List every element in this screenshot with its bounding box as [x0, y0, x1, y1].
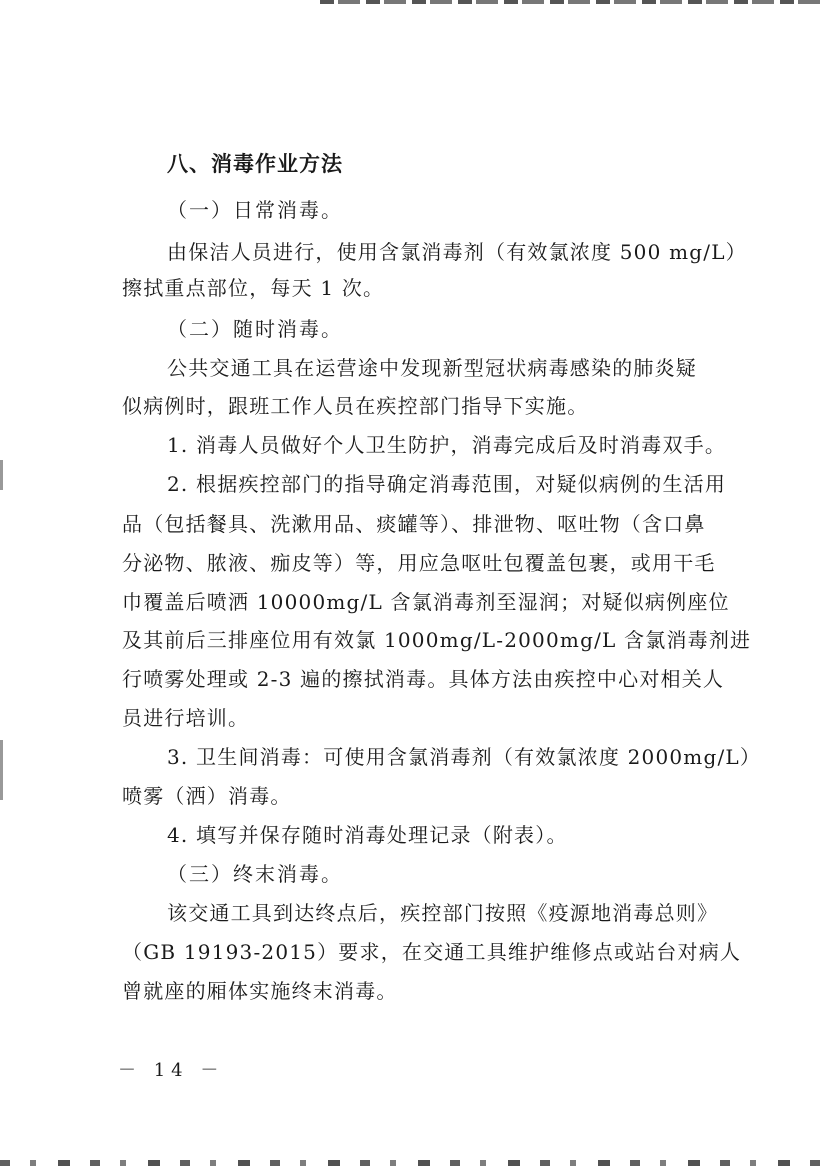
section-heading: 八、消毒作业方法 [167, 151, 343, 176]
subsection-heading-daily: （一）日常消毒。 [167, 198, 343, 222]
subsection-heading-anytime: （二）随时消毒。 [167, 317, 343, 341]
paragraph-line: 该交通工具到达终点后，疾控部门按照《疫源地消毒总则》 [167, 901, 719, 925]
page-number: － 14 － [118, 1060, 225, 1081]
paragraph-line: 及其前后三排座位用有效氯 1000mg/L-2000mg/L 含氯消毒剂进 [122, 628, 752, 652]
paragraph-line: 似病例时，跟班工作人员在疾控部门指导下实施。 [122, 394, 589, 418]
paragraph-line: 擦拭重点部位，每天 1 次。 [122, 276, 385, 300]
paragraph-line: 品（包括餐具、洗漱用品、痰罐等）、排泄物、呕吐物（含口鼻 [122, 512, 706, 536]
list-item-3: 3. 卫生间消毒：可使用含氯消毒剂（有效氯浓度 2000mg/L） [167, 745, 762, 769]
paragraph-line: 行喷雾处理或 2-3 遍的擦拭消毒。具体方法由疾控中心对相关人 [122, 667, 725, 691]
scan-edge-mark [0, 460, 3, 490]
paragraph-line: 由保洁人员进行，使用含氯消毒剂（有效氯浓度 500 mg/L） [167, 240, 747, 264]
list-item-4: 4. 填写并保存随时消毒处理记录（附表）。 [167, 823, 568, 847]
paragraph-line: 员进行培训。 [122, 706, 250, 730]
paragraph-line: 喷雾（洒）消毒。 [122, 784, 292, 808]
scan-edge-mark [0, 740, 3, 800]
list-item-2: 2. 根据疾控部门的指导确定消毒范围，对疑似病例的生活用 [167, 472, 727, 496]
paragraph-line: 公共交通工具在运营途中发现新型冠状病毒感染的肺炎疑 [167, 356, 697, 380]
paragraph-line: 分泌物、脓液、痂皮等）等，用应急呕吐包覆盖包裹，或用干毛 [122, 551, 716, 575]
subsection-heading-terminal: （三）终末消毒。 [167, 862, 343, 886]
paragraph-line: （GB 19193-2015）要求，在交通工具维护维修点或站台对病人 [122, 940, 742, 964]
list-item-1: 1. 消毒人员做好个人卫生防护，消毒完成后及时消毒双手。 [167, 433, 727, 457]
paragraph-line: 曾就座的厢体实施终末消毒。 [122, 979, 398, 1003]
paragraph-line: 巾覆盖后喷洒 10000mg/L 含氯消毒剂至湿润；对疑似病例座位 [122, 590, 730, 614]
scan-artifact-bottom [0, 1160, 820, 1166]
scan-artifact-top [320, 0, 820, 4]
